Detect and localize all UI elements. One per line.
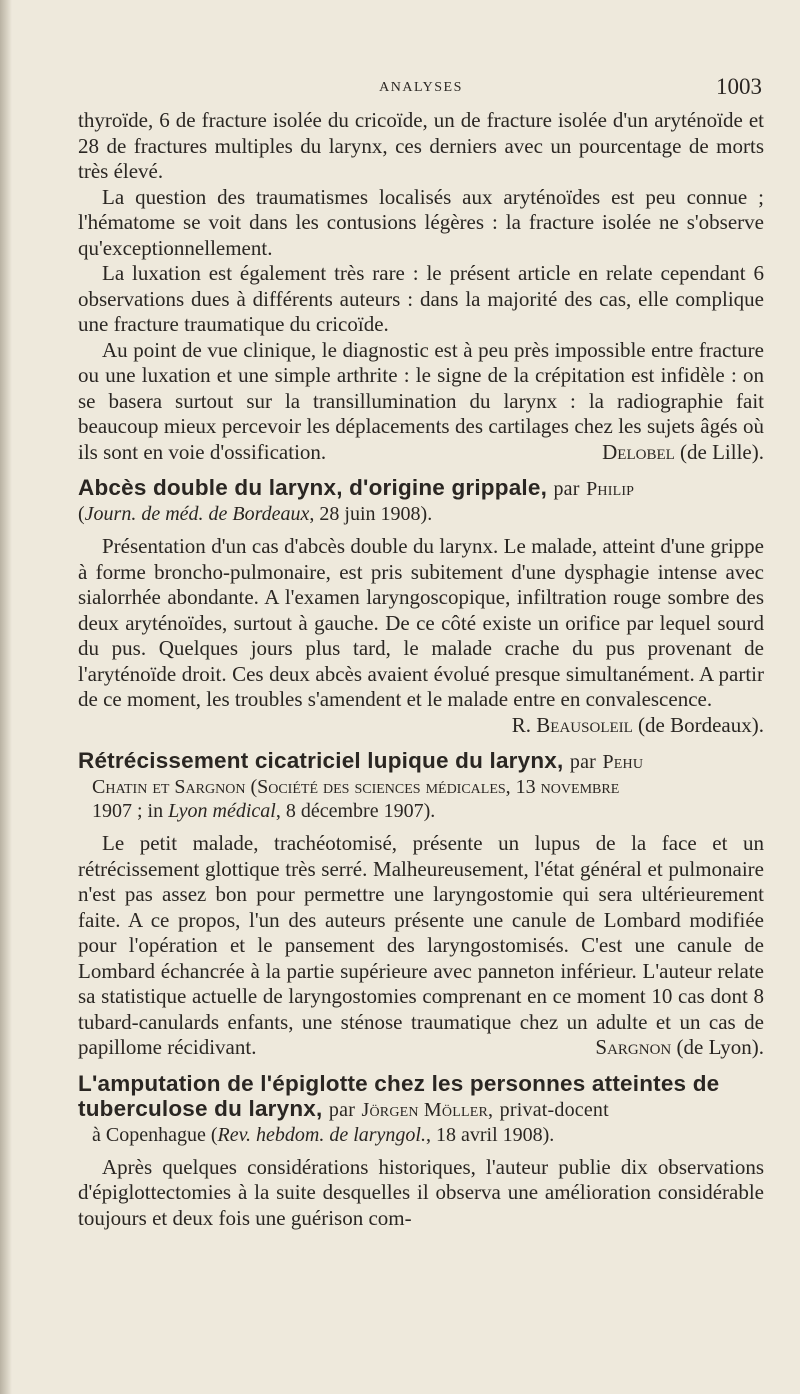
page-number: 1003	[716, 74, 762, 99]
intro-paragraph-4	[78, 338, 764, 466]
intro-paragraph-4-text: Au point de vue clinique, le diagnostic est à peu près impossible entre fracture ou une luxation et une simple arthrite : le signe de la crépitation est infidèle : on se basera surtout sur la transillumination du larynx : la radiographie fait beaucoup mieux percevoir les déplacements des cartilages chez les sujets âgés où ils sont en voie d'ossification.	[78, 337, 764, 464]
article-title	[78, 1071, 764, 1123]
article-authors: Jörgen Möller,	[361, 1098, 494, 1121]
article-title	[78, 475, 764, 502]
running-head	[78, 74, 764, 108]
signature-place: (de Lyon).	[676, 1035, 764, 1059]
signature-name: Sargnon	[595, 1035, 672, 1059]
article-journal: Rev. hebdom. de laryngol.	[217, 1123, 426, 1146]
article-title-text: Rétrécissement cicatriciel lupique du larynx,	[78, 748, 564, 773]
article-source-year: 1907 ; in	[92, 800, 169, 822]
article-source-line: Chatin et Sargnon (Société des sciences médicales, 13 novembre	[92, 776, 620, 798]
article-body	[78, 534, 764, 737]
article-authors: Pehu	[602, 751, 644, 773]
article-body-text: Présentation d'un cas d'abcès double du larynx. Le malade, atteint d'une grippe à forme broncho-pulmonaire, est pris subitement d'une dysphagie intense avec sialorrhée abondante. A l'examen laryngoscopique, infiltration rouge sombre des deux aryténoïdes, surtout à gauche. De ce côté existe un orifice par lequel sourd du pus. Quelques jours plus tard, le malade crache du pus provenant de l'aryténoïde droit. Ces deux abcès avaient évolué presque simultanément. A partir de ce moment, les troubles s'amendent et le malade entre en convalescence.	[78, 534, 764, 711]
article-source-place: à Copenhague (	[92, 1123, 218, 1146]
article-body-text: Le petit malade, trachéotomisé, présente un lupus de la face et un rétrécissement glottique très serré. Malheureusement, l'état général et pulmonaire n'est pas assez bon pour permettre une laryngostomie qui sera ultérieurement faite. A ce propos, l'un des auteurs présente une canule de Lombard modifiée pour l'opération et le pansement des laryngostomisés. C'est une canule de Lombard échancrée à la partie supérieure avec panneton inférieur. L'auteur relate sa statistique actuelle de laryngostomies comprenant en ce moment 10 cas dont 8 tubard-canulards enfants, une sténose traumatique chez un adulte et un cas de papillome récidivant.	[78, 831, 764, 1059]
signature	[557, 1035, 764, 1061]
signature	[474, 713, 764, 739]
page-content	[78, 74, 764, 1231]
intro-paragraph-2: La question des traumatismes localisés aux aryténoïdes est peu connue ; l'hématome se voit dans les contusions légères : la fracture isolée ne s'observe qu'exceptionnellement.	[78, 184, 764, 260]
signature-name: Delobel	[602, 439, 675, 464]
article-source	[78, 1123, 764, 1147]
article-source-date: , 28 juin 1908).	[309, 503, 433, 525]
article-source: (Journ. de méd. de Bordeaux, 28 juin 1908).	[78, 503, 433, 525]
signature-name: R. Beausoleil	[511, 712, 633, 737]
article-title-text: L'amputation de l'épiglotte chez les personnes atteintes de tuberculose du larynx,	[78, 1070, 720, 1121]
signature-place: (de Lille).	[680, 439, 764, 464]
page-spine-shadow	[0, 0, 12, 1394]
article-title-text: Abcès double du larynx, d'origine grippale,	[78, 475, 548, 500]
article-source-date: , 18 avril 1908).	[425, 1123, 555, 1146]
article-by: par	[569, 751, 597, 773]
running-title: ANALYSES	[379, 80, 463, 95]
article-by: par	[328, 1098, 356, 1121]
intro-paragraph-1: thyroïde, 6 de fracture isolée du cricoïde, un de fracture isolée d'un aryténoïde et 28 de fractures multiples du larynx, ces derniers avec un pourcentage de morts très élevé.	[78, 108, 764, 183]
intro-paragraph-3: La luxation est également très rare : le présent article en relate cependant 6 observations dues à différents auteurs : dans la majorité des cas, elle complique une fracture traumatique du cricoïde.	[78, 261, 764, 336]
article-body	[78, 831, 764, 1061]
article-authors: Philip	[586, 478, 635, 500]
article-source-date: , 8 décembre 1907).	[275, 800, 436, 822]
article-journal: Journ. de méd. de Bordeaux	[84, 503, 310, 525]
article-body: Après quelques considérations historiques, l'auteur publie dix observations d'épiglottectomies à la suite desquelles il observa une amélioration considérable toujours et deux fois une guérison com-	[78, 1154, 764, 1230]
article-authors-role: privat-docent	[499, 1098, 609, 1121]
article-journal: Lyon médical	[168, 800, 276, 822]
article-source	[78, 775, 764, 823]
article-title	[78, 748, 764, 775]
signature	[564, 440, 764, 466]
signature-place: (de Bordeaux).	[638, 712, 764, 737]
article-by: par	[553, 478, 580, 500]
